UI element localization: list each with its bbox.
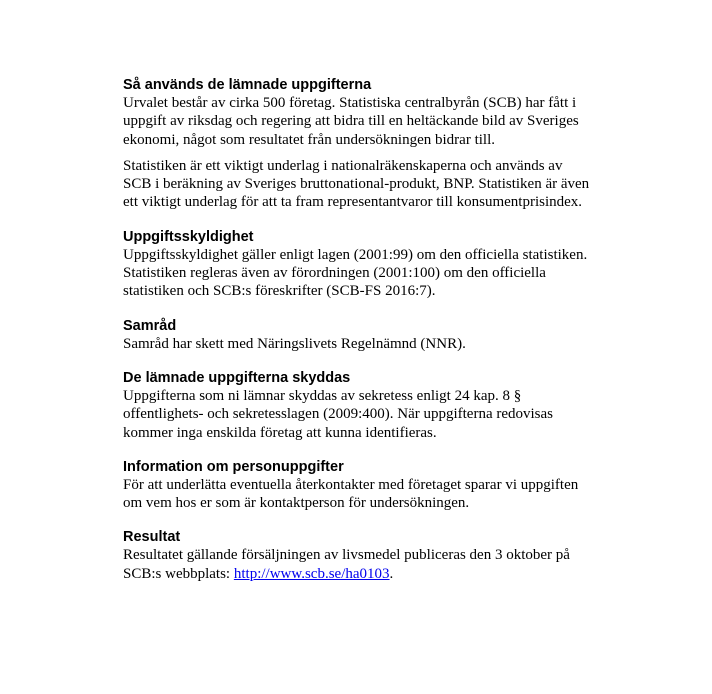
section-heading-consultation: Samråd [123,317,177,334]
section-result [123,528,593,583]
section-heading-obligation: Uppgiftsskyldighet [123,228,254,245]
paragraph-protection: Uppgifterna som ni lämnar skyddas av sekretess enligt 24 kap. 8 § offentlighets- och sekretesslagen (2009:400). När uppgifterna redovisas kommer inga enskilda företag att kunna identifieras. [123,387,554,441]
section-protection [123,369,593,442]
scb-website-link[interactable]: http://www.scb.se/ha0103 [233,565,390,582]
paragraph-result [123,546,593,583]
result-text-suffix: . [389,565,394,582]
section-usage [123,76,593,212]
section-heading-protection: De lämnade uppgifterna skyddas [123,369,351,386]
section-consultation [123,317,593,353]
section-heading-result: Resultat [123,529,181,546]
paragraph-personal-data: För att underlätta eventuella återkontakter med företaget sparar vi uppgiften om vem hos er som är kontaktperson för undersökningen. [123,476,579,512]
paragraph-usage-1: Urvalet består av cirka 500 företag. Statistiska centralbyrån (SCB) har fått i uppgift av riksdag och regering att bidra till en heltäckande bild av Sveriges ekonomi, något som resultatet från undersökningen bidrar till. [123,95,579,148]
paragraph-usage-2: Statistiken är ett viktigt underlag i nationalräkenskaperna och används av SCB i beräkning av Sveriges bruttonational-produkt, BNP. Statistiken är även ett viktigt underlag för att ta fram representantvaror till konsumentprisindex. [123,157,590,211]
paragraph-obligation: Uppgiftsskyldighet gäller enligt lagen (2001:99) om den officiella statistiken. Statistiken regleras även av förordningen (2001:100) om den officiella statistiken och SCB:s föreskrifter (SCB-FS 2016:7). [123,246,588,300]
section-personal-data [123,458,593,513]
section-obligation [123,228,593,301]
document-page [123,76,593,599]
paragraph-consultation: Samråd har skett med Näringslivets Regelnämnd (NNR). [123,335,466,352]
result-text: Resultatet gällande försäljningen av livsmedel publiceras den 3 oktober på SCB:s webbplats: [123,547,570,582]
section-heading-personal-data: Information om personuppgifter [123,458,344,475]
section-heading-usage: Så används de lämnade uppgifterna [123,77,372,93]
